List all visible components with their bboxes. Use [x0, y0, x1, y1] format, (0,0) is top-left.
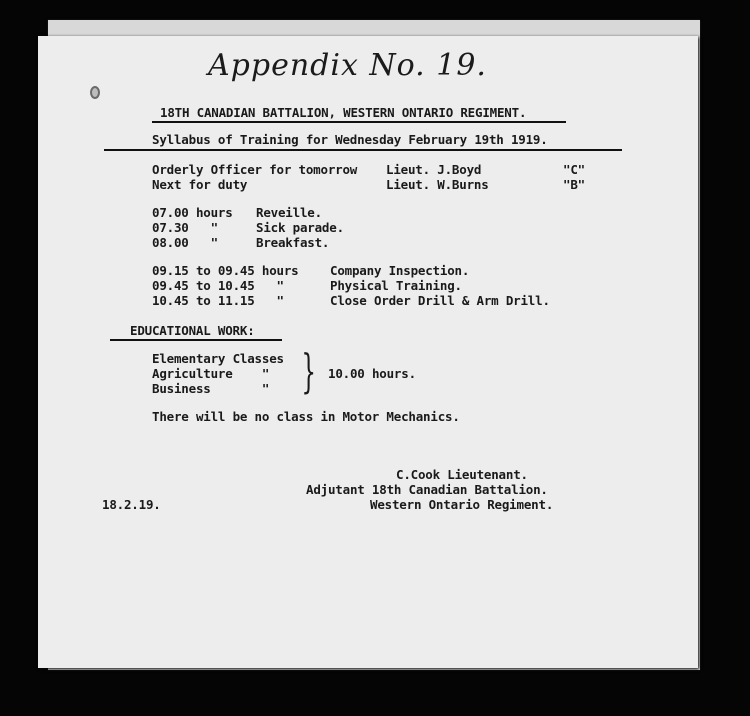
next-for-duty-name: Lieut. W.Burns [386, 177, 489, 192]
signature-unit: Western Ontario Regiment. [370, 497, 554, 512]
training-time: 09.15 to 09.45 hours [152, 263, 299, 278]
class-item: Agriculture " [152, 366, 270, 381]
signature-name: C.Cook Lieutenant. [396, 467, 528, 482]
schedule-time: 08.00 " [152, 235, 218, 250]
class-time: 10.00 hours. [328, 366, 416, 381]
next-for-duty-label: Next for duty [152, 177, 248, 192]
orderly-officer-label: Orderly Officer for tomorrow [152, 162, 358, 177]
punch-hole [90, 86, 100, 99]
training-activity: Company Inspection. [330, 263, 470, 278]
schedule-activity: Breakfast. [256, 235, 330, 250]
next-for-duty-company: "B" [563, 177, 585, 192]
battalion-heading: 18TH CANADIAN BATTALION, WESTERN ONTARIO REGIMENT. [160, 105, 527, 120]
training-time: 10.45 to 11.15 " [152, 293, 284, 308]
syllabus-subheading: Syllabus of Training for Wednesday February 19th 1919. [152, 132, 548, 147]
document-date: 18.2.19. [102, 497, 161, 512]
appendix-handwritten: Appendix No. 19. [208, 48, 487, 83]
training-activity: Close Order Drill & Arm Drill. [330, 293, 550, 308]
signature-title: Adjutant 18th Canadian Battalion. [306, 482, 548, 497]
motor-mechanics-note: There will be no class in Motor Mechanics. [152, 409, 460, 424]
educational-heading-underline [110, 339, 282, 341]
training-time: 09.45 to 10.45 " [152, 278, 284, 293]
heading-underline [152, 121, 566, 123]
training-activity: Physical Training. [330, 278, 462, 293]
class-item: Elementary Classes [152, 351, 284, 366]
curly-brace-icon: } [301, 344, 316, 398]
document-page [38, 36, 698, 668]
schedule-activity: Reveille. [256, 205, 322, 220]
schedule-activity: Sick parade. [256, 220, 344, 235]
educational-work-heading: EDUCATIONAL WORK: [130, 323, 255, 338]
schedule-time: 07.00 hours [152, 205, 233, 220]
subheading-underline [104, 149, 622, 151]
class-item: Business " [152, 381, 270, 396]
orderly-officer-company: "C" [563, 162, 585, 177]
schedule-time: 07.30 " [152, 220, 218, 235]
orderly-officer-name: Lieut. J.Boyd [386, 162, 482, 177]
